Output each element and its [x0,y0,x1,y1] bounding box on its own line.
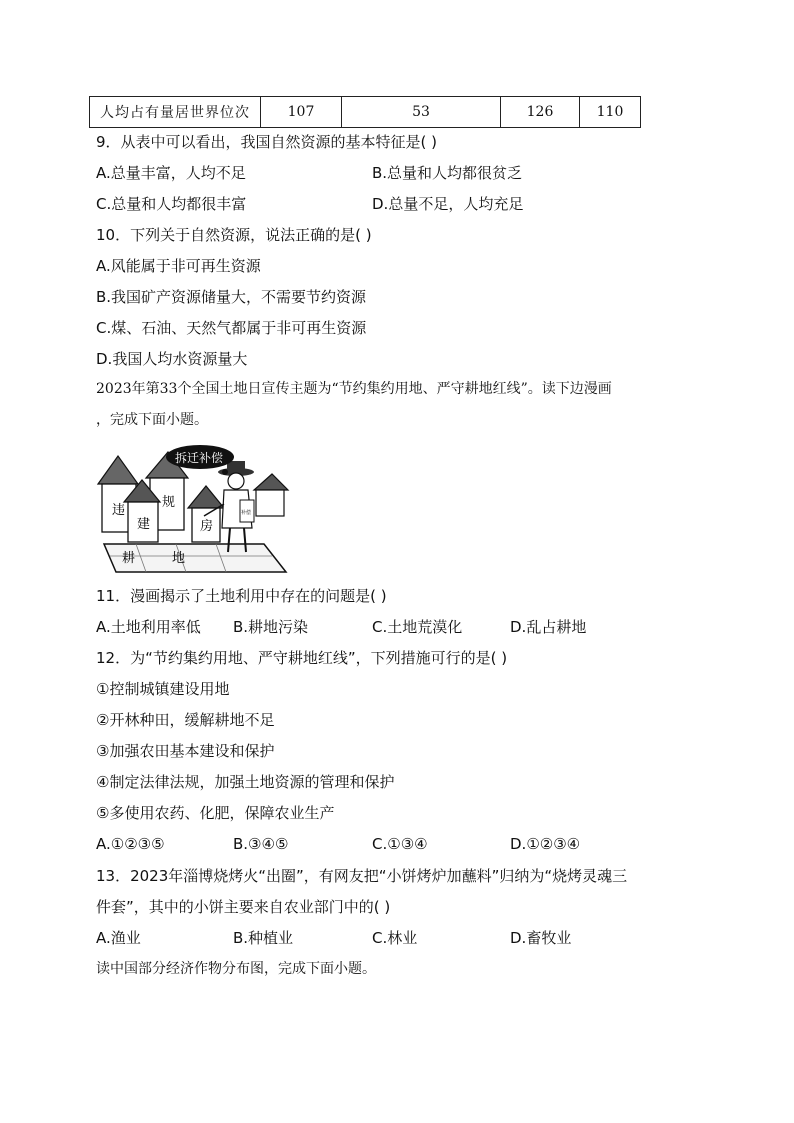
table-row [90,97,641,128]
material-intro-line-2: ，完成下面小题。 [96,412,208,428]
question-10-option-c[interactable]: C.煤、石油、天然气都属于非可再生资源 [96,319,367,337]
table-row-label: 人均占有量居世界位次 [90,97,261,128]
question-9-option-a[interactable]: A.总量丰富，人均不足 [96,164,246,182]
question-13-option-d[interactable]: D.畜牧业 [510,929,572,947]
question-11-option-b[interactable]: B.耕地污染 [233,618,309,636]
question-12-item: ⑤多使用农药、化肥，保障农业生产 [96,804,335,822]
question-10-option-a[interactable]: A.风能属于非可再生资源 [96,257,261,275]
question-10-option-b[interactable]: B.我国矿产资源储量大，不需要节约资源 [96,288,367,306]
question-11-option-c[interactable]: C.土地荒漠化 [372,618,463,636]
land-use-cartoon [96,444,290,576]
question-13-option-c[interactable]: C.林业 [372,929,418,947]
question-9-stem: 9．从表中可以看出，我国自然资源的基本特征是( ) [96,133,438,151]
question-12-stem: 12．为“节约集约用地、严守耕地红线”，下列措施可行的是( ) [96,649,508,667]
ground-label-2: 地 [172,551,186,566]
question-11-option-d[interactable]: D.乱占耕地 [510,618,587,636]
question-12-item: ④制定法律法规，加强土地资源的管理和保护 [96,773,395,791]
question-11-stem: 11．漫画揭示了土地利用中存在的问题是( ) [96,587,387,605]
resource-rank-table [89,96,641,128]
table-cell: 126 [501,97,580,128]
question-12-item: ①控制城镇建设用地 [96,680,230,698]
question-12-option-d[interactable]: D.①②③④ [510,835,581,853]
question-12-option-b[interactable]: B.③④⑤ [233,835,289,853]
question-10-stem: 10．下列关于自然资源，说法正确的是( ) [96,226,372,244]
question-12-item: ③加强农田基本建设和保护 [96,742,275,760]
table-cell: 107 [261,97,342,128]
house-label-1: 违 [112,503,126,518]
question-11-option-a[interactable]: A.土地利用率低 [96,618,201,636]
question-9-option-c[interactable]: C.总量和人均都很丰富 [96,195,247,213]
question-9-option-b[interactable]: B.总量和人均都很贫乏 [372,164,523,182]
table-cell: 110 [580,97,641,128]
ground-label-1: 耕 [122,551,136,566]
question-12-item: ②开林种田，缓解耕地不足 [96,711,275,729]
question-12-option-c[interactable]: C.①③④ [372,835,428,853]
table-cell: 53 [342,97,501,128]
material-intro-2: 读中国部分经济作物分布图，完成下面小题。 [96,961,376,977]
question-13-stem-line-2: 件套”，其中的小饼主要来自农业部门中的( ) [96,898,391,916]
speech-bubble-text: 拆迁补偿 [175,451,224,465]
material-intro-line-1: 2023年第33个全国土地日宣传主题为“节约集约用地、严守耕地红线”。读下边漫画 [96,381,612,397]
question-9-option-d[interactable]: D.总量不足，人均充足 [372,195,524,213]
question-13-stem-line-1: 13．2023年淄博烧烤火“出圈”，有网友把“小饼烤炉加蘸料”归纳为“烧烤灵魂三 [96,867,628,885]
question-12-option-a[interactable]: A.①②③⑤ [96,835,165,853]
man-sign: 补偿 [241,510,252,516]
question-10-option-d[interactable]: D.我国人均水资源量大 [96,350,248,368]
question-13-option-b[interactable]: B.种植业 [233,929,294,947]
house-label-3: 规 [162,495,176,510]
house-label-4: 房 [200,519,214,534]
question-13-option-a[interactable]: A.渔业 [96,929,141,947]
house-label-2: 建 [137,517,151,532]
